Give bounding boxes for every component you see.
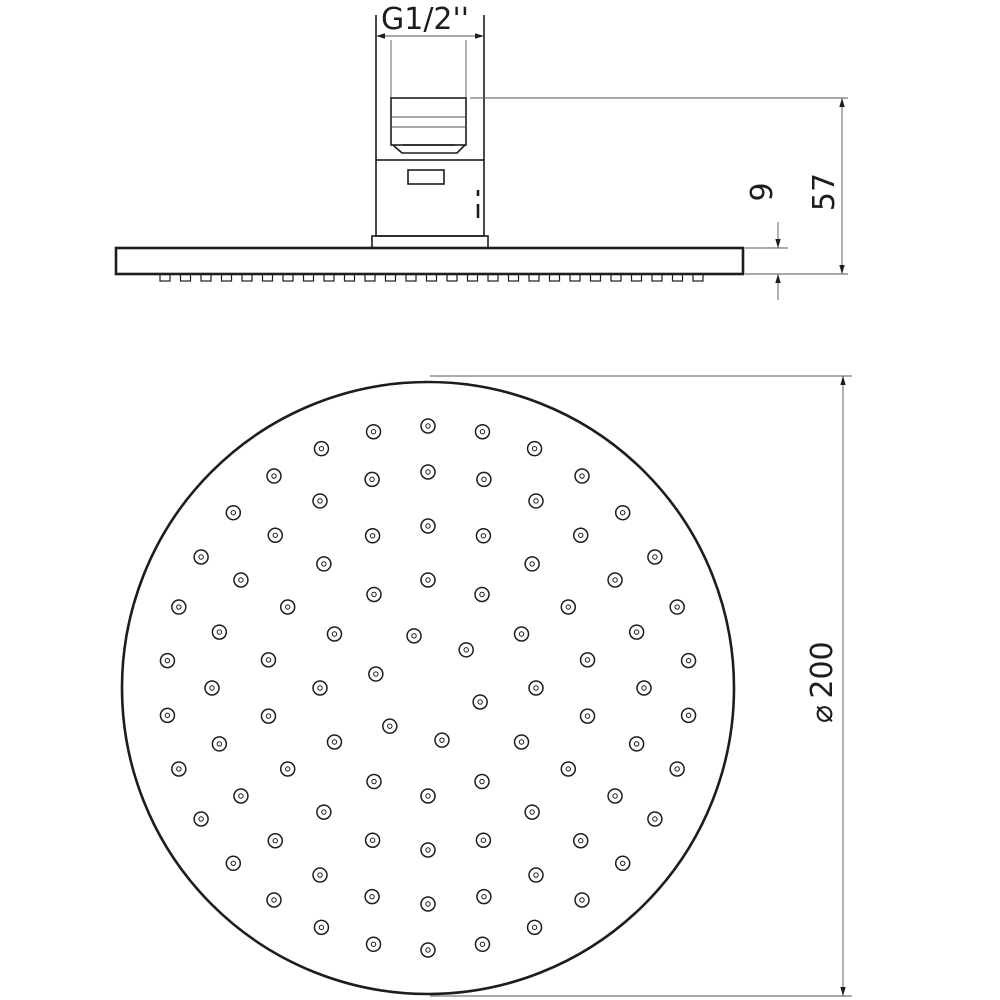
nozzle <box>212 625 226 639</box>
nozzle <box>383 719 397 733</box>
nozzle <box>268 528 282 542</box>
nozzle <box>367 775 381 789</box>
nozzle <box>421 943 435 957</box>
nozzle <box>194 550 208 564</box>
nozzle <box>367 425 381 439</box>
nozzle <box>529 868 543 882</box>
nozzle <box>226 506 240 520</box>
nozzle <box>421 519 435 533</box>
nozzle <box>421 465 435 479</box>
diameter-value: 200 <box>805 641 840 699</box>
nozzle <box>682 708 696 722</box>
nozzle <box>234 573 248 587</box>
dim-total-height: 57 <box>807 172 842 212</box>
nozzle <box>205 681 219 695</box>
nozzle <box>525 557 539 571</box>
side-view <box>116 2 848 300</box>
flange-base <box>372 236 488 248</box>
nozzle <box>581 709 595 723</box>
nozzle <box>366 833 380 847</box>
nozzle <box>421 789 435 803</box>
ball-joint-body <box>376 160 484 236</box>
nozzle <box>561 600 575 614</box>
nozzle <box>435 733 449 747</box>
nozzle <box>670 600 684 614</box>
nozzle <box>477 890 491 904</box>
nozzle <box>369 667 383 681</box>
nozzle <box>172 600 186 614</box>
nozzle <box>475 425 489 439</box>
nozzle <box>234 789 248 803</box>
nozzle <box>421 897 435 911</box>
nozzle <box>575 469 589 483</box>
nozzle <box>261 653 275 667</box>
nozzle <box>608 789 622 803</box>
nozzle <box>160 654 174 668</box>
nozzle <box>528 442 542 456</box>
nozzle <box>267 893 281 907</box>
nozzle <box>317 805 331 819</box>
thread-size-label: G1/2'' <box>380 2 470 37</box>
nozzle <box>313 681 327 695</box>
nozzle <box>682 654 696 668</box>
nozzle <box>630 625 644 639</box>
nozzle <box>670 762 684 776</box>
nozzle <box>616 856 630 870</box>
ball-joint-slot <box>408 170 444 184</box>
nozzle <box>421 419 435 433</box>
diameter-label <box>805 641 840 723</box>
nozzle <box>574 834 588 848</box>
nozzle <box>366 529 380 543</box>
nozzle <box>459 643 473 657</box>
nozzle <box>268 834 282 848</box>
nozzle <box>581 653 595 667</box>
nozzle <box>515 627 529 641</box>
nozzle <box>327 735 341 749</box>
nozzle <box>528 920 542 934</box>
nut-collar <box>393 145 465 153</box>
nozzle <box>367 937 381 951</box>
nozzle <box>648 812 662 826</box>
nozzle <box>267 469 281 483</box>
nozzle <box>367 587 381 601</box>
dim-plate-thickness: 9 <box>745 182 780 202</box>
nozzle <box>317 557 331 571</box>
nozzle <box>515 735 529 749</box>
nozzle <box>574 528 588 542</box>
nozzle <box>407 629 421 643</box>
nozzle <box>475 937 489 951</box>
connector-nut <box>391 98 466 145</box>
nozzle <box>575 893 589 907</box>
nozzle <box>648 550 662 564</box>
nozzle <box>473 695 487 709</box>
nozzle <box>281 762 295 776</box>
nozzle <box>529 494 543 508</box>
nozzle <box>476 529 490 543</box>
nozzle <box>365 472 379 486</box>
nozzle <box>327 627 341 641</box>
nozzle <box>160 708 174 722</box>
nozzle <box>475 587 489 601</box>
nozzle <box>616 506 630 520</box>
nozzle <box>525 805 539 819</box>
plan-view <box>122 376 852 996</box>
nozzle <box>476 833 490 847</box>
nozzle <box>477 472 491 486</box>
nozzle <box>529 681 543 695</box>
nozzle <box>314 442 328 456</box>
shower-plate-profile <box>116 248 743 274</box>
nozzle <box>475 775 489 789</box>
nozzle <box>261 709 275 723</box>
nozzle <box>421 573 435 587</box>
nozzle <box>421 843 435 857</box>
nozzle <box>313 868 327 882</box>
nozzle <box>561 762 575 776</box>
nozzle <box>314 920 328 934</box>
diameter-symbol: ⌀ <box>805 704 840 724</box>
nozzle <box>365 890 379 904</box>
nozzle <box>226 856 240 870</box>
nozzle <box>194 812 208 826</box>
nozzle-grid <box>160 419 695 957</box>
nozzle <box>608 573 622 587</box>
nozzle <box>630 737 644 751</box>
nozzle <box>281 600 295 614</box>
nozzle <box>212 737 226 751</box>
nozzle <box>172 762 186 776</box>
nozzle <box>313 494 327 508</box>
nozzle <box>637 681 651 695</box>
